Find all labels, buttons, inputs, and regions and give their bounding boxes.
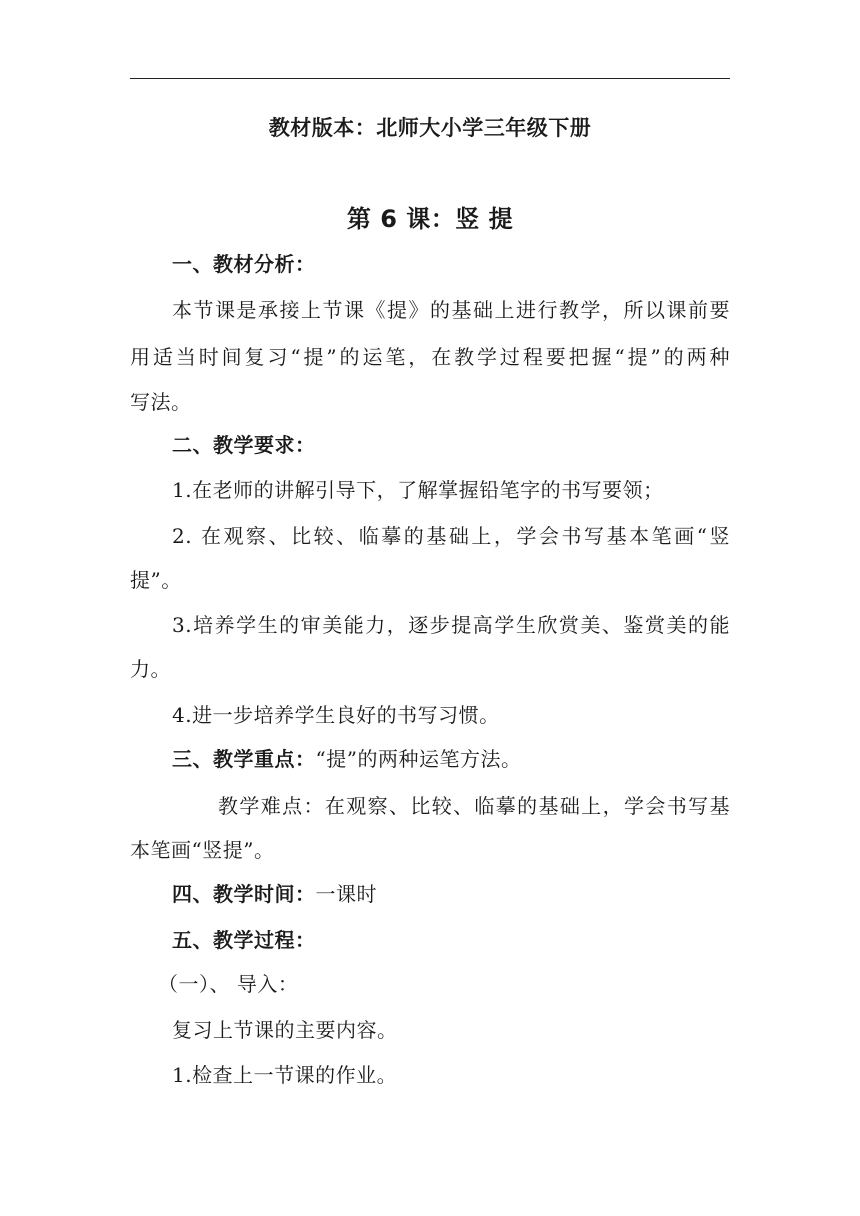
requirement-4: 4.进一步培养学生良好的书写习惯。 <box>172 703 500 727</box>
requirement-2-line-2: 提”。 <box>130 568 182 592</box>
difficulty-line-2: 本笔画“竖提”。 <box>130 838 275 862</box>
intro-text: 复习上节课的主要内容。 <box>172 1018 398 1042</box>
header-rule <box>130 78 730 79</box>
edition-subtitle: 教材版本：北师大小学三年级下册 <box>268 116 592 140</box>
analysis-paragraph-line-3: 写法。 <box>130 390 192 414</box>
keypoint-label: 三、教学重点： <box>172 747 316 771</box>
analysis-paragraph-line-1: 本节课是承接上节课《提》的基础上进行教学，所以课前要 <box>172 298 730 322</box>
requirement-2-line-1: 2. 在观察、比较、临摹的基础上，学会书写基本笔画“竖 <box>172 524 730 548</box>
difficulty-line-1: 教学难点：在观察、比较、临摹的基础上，学会书写基 <box>218 794 730 818</box>
time-text: 一课时 <box>315 882 377 906</box>
requirement-1: 1.在老师的讲解引导下，了解掌握铅笔字的书写要领； <box>172 478 664 502</box>
analysis-paragraph-line-2: 用适当时间复习“提”的运笔，在教学过程要把握“提”的两种 <box>130 345 730 369</box>
requirements-heading: 二、教学要求： <box>172 433 316 457</box>
keypoint-text: “提”的两种运笔方法。 <box>315 747 522 771</box>
keypoint-line <box>130 745 730 773</box>
time-label: 四、教学时间： <box>172 882 316 906</box>
requirement-3-line-1: 3.培养学生的审美能力，逐步提高学生欣赏美、鉴赏美的能 <box>172 613 730 637</box>
step-1: 1.检查上一节课的作业。 <box>172 1063 398 1087</box>
intro-label: （一）、 导入： <box>158 972 299 996</box>
time-line <box>130 880 730 908</box>
analysis-heading: 一、教材分析： <box>172 252 316 276</box>
requirement-3-line-2: 力。 <box>130 657 171 681</box>
process-heading: 五、教学过程： <box>172 928 316 952</box>
lesson-title: 第 6 课：竖 提 <box>346 205 514 233</box>
